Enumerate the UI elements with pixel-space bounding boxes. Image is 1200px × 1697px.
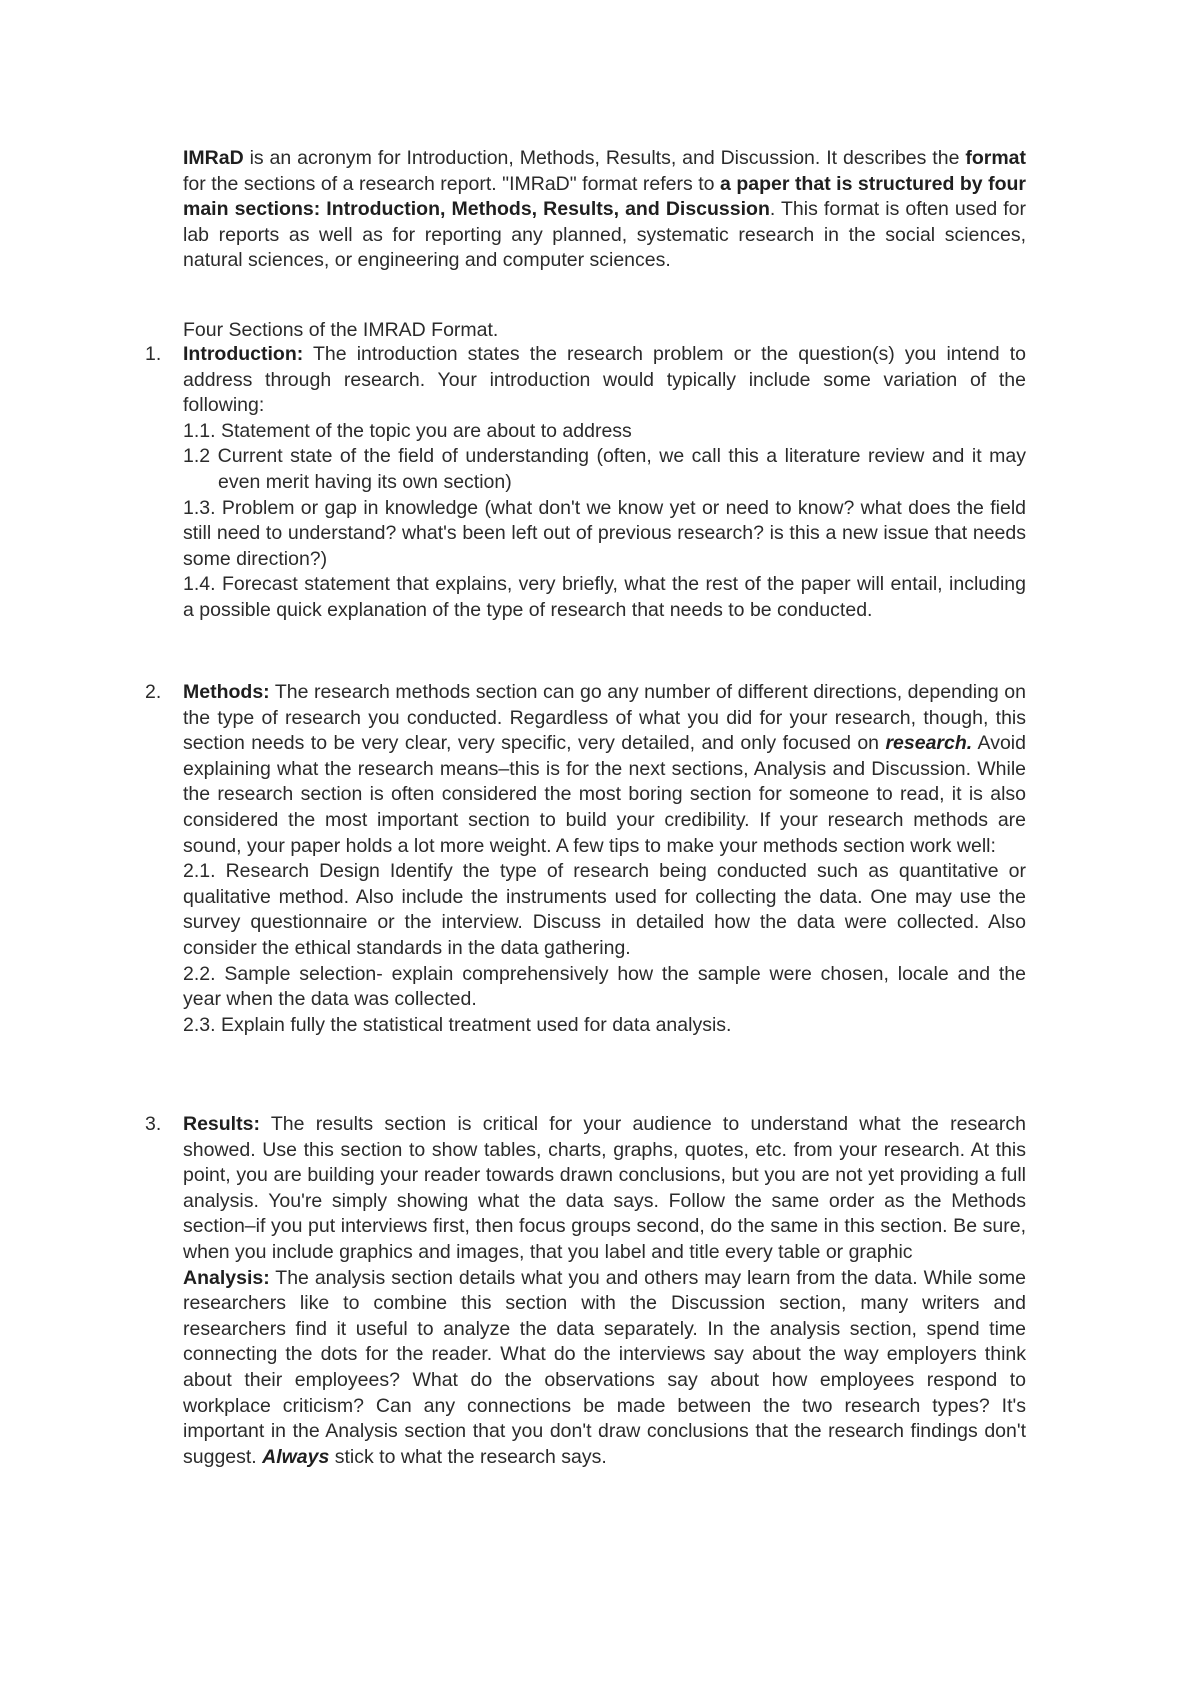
subitem-1-4: 1.4. Forecast statement that explains, very briefly, what the rest of the paper will entail, including a possible quick explanation of the type of research that needs to be conducted. bbox=[183, 573, 1026, 621]
subitem-2-1: 2.1. Research Design Identify the type of research being conducted such as quantitative or qualitative method. Also include the instruments used for collecting the data. One may use the survey questionnaire or the interview. Discuss in detailed how the data were collected. Also consider the ethical standards in the data gathering. bbox=[183, 860, 1026, 959]
imrad-term: IMRaD bbox=[183, 147, 244, 169]
list-number: 2. bbox=[145, 681, 162, 703]
intro-paragraph bbox=[183, 146, 1026, 274]
methods-body bbox=[183, 680, 1026, 1038]
imrad-definition: a paper that is structured by four main sections: Introduction, Methods, Results, and Discussion bbox=[183, 172, 1026, 221]
list-number: 1. bbox=[145, 343, 162, 365]
subitem-1-2: 1.2 Current state of the field of understanding (often, we call this a literature review and it may even merit having its own section) bbox=[183, 445, 1026, 493]
results-text: The results section is critical for your audience to understand what the research showed. Use this section to show tables, charts, graphs, quotes, etc. from your research. At this point, you are building your reader towards drawn conclusions, but you are not yet providing a full analysis. You're simply showing what the data says. Follow the same order as the Methods section–if you put interviews first, then focus groups second, do the same in this section. Be sure, when you include graphics and images, that you label and title every table or graphic bbox=[183, 1113, 1026, 1263]
results-paragraph bbox=[183, 1112, 1026, 1266]
analysis-label: Analysis: bbox=[183, 1266, 270, 1289]
intro-text-1: is an acronym for Introduction, Methods, Results, and Discussion. It describes the bbox=[243, 147, 966, 169]
analysis-end: stick to what the research says. bbox=[329, 1445, 607, 1468]
subitem-1-1: 1.1. Statement of the topic you are about to address bbox=[183, 419, 632, 442]
always-term: Always bbox=[262, 1445, 330, 1468]
introduction-paragraph bbox=[183, 342, 1026, 419]
results-label: Results: bbox=[183, 1113, 260, 1135]
subitem-1-3: 1.3. Problem or gap in knowledge (what don't we know yet or need to know? what does the field still need to understand? what's been left out of previous research? is this a new issue that needs some direction?) bbox=[183, 496, 1026, 570]
analysis-paragraph bbox=[183, 1266, 1026, 1471]
introduction-body bbox=[183, 342, 1026, 624]
list-item-introduction bbox=[145, 342, 1026, 624]
research-term: research. bbox=[885, 732, 973, 755]
intro-text-2: for the sections of a research report. "IMRaD" format refers to bbox=[183, 172, 721, 195]
introduction-text: The introduction states the research problem or the question(s) you intend to address through research. Your introduction would typically include some variation of the following: bbox=[183, 343, 1026, 417]
list-item-results bbox=[145, 1112, 1026, 1470]
introduction-label: Introduction: bbox=[183, 343, 304, 365]
subitem-2-2: 2.2. Sample selection- explain comprehensively how the sample were chosen, locale and the year when the data was collected. bbox=[183, 962, 1026, 1011]
intro-text-3: . This format is often used for lab reports as well as for reporting any planned, systematic research in the social sciences, natural sciences, or engineering and computer sciences. bbox=[183, 198, 1027, 272]
methods-text-2: Avoid explaining what the research means–this is for the next sections, Analysis and Discussion. While the research section is often considered the most boring section for someone to read, it is also considered the most important section to build your credibility. If your research methods are sound, your paper holds a lot more weight. A few tips to make your methods section work well: bbox=[183, 732, 1026, 857]
list-number: 3. bbox=[145, 1113, 162, 1135]
analysis-text: The analysis section details what you and others may learn from the data. While some researchers like to combine this section with the Discussion section, many writers and researchers find it useful to analyze the data separately. In the analysis section, spend time connecting the dots for the reader. What do the interviews say about the way employers think about their employees? What do the observations say about how employees respond to workplace criticism? Can any connections be made between the two research types? It's important in the Analysis section that you don't draw conclusions that the research findings don't suggest. bbox=[183, 1266, 1026, 1468]
format-term: format bbox=[965, 147, 1026, 169]
methods-text-1: The research methods section can go any number of different directions, depending on the type of research you conducted. Regardless of what you did for your research, though, this section needs to be very clear, very specific, very detailed, and only focused on bbox=[183, 681, 1026, 755]
list-item-methods bbox=[145, 680, 1026, 1038]
methods-paragraph bbox=[183, 680, 1026, 859]
results-body bbox=[183, 1112, 1026, 1470]
methods-label: Methods: bbox=[183, 681, 270, 703]
subitem-2-3: 2.3. Explain fully the statistical treatment used for data analysis. bbox=[183, 1013, 732, 1036]
sections-heading: Four Sections of the IMRAD Format. bbox=[183, 319, 499, 341]
